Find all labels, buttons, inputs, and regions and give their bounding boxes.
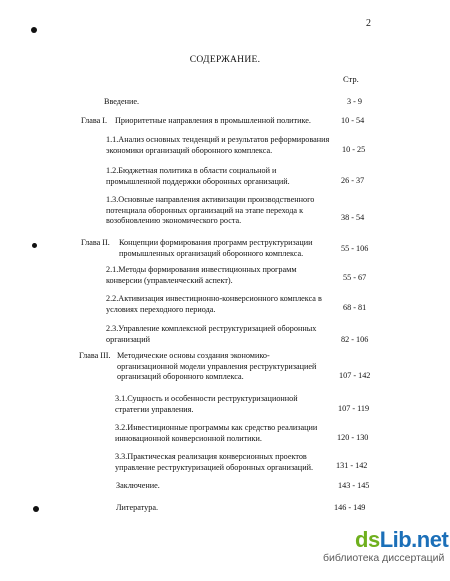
toc-entry-page: 55 - 106	[341, 244, 369, 253]
toc-entry-page: 131 - 142	[336, 461, 368, 470]
page-title: СОДЕРЖАНИЕ.	[189, 55, 261, 65]
logo-part-lib: Lib.net	[379, 527, 449, 552]
toc-entry-text: Литература.	[116, 503, 159, 512]
toc-entry-text: 3.3.Практическая реализация конверсионных проектов управление реструктуризацией оборонных организаций.	[115, 452, 313, 472]
toc-entry	[104, 97, 304, 108]
toc-entry-page: 120 - 130	[337, 433, 369, 442]
toc-entry-text: 2.2.Активизация инвестиционно-конверсионного комплекса в условиях переходного периода.	[106, 294, 322, 314]
toc-entry-text: 2.1.Методы формирования инвестиционных программ конверсии (управленческий аспект).	[106, 265, 297, 285]
toc-entry-text: 1.1.Анализ основных тенденций и результатов реформирования экономики организаций оборонного комплекса.	[106, 135, 330, 155]
punch-hole-mark	[31, 27, 37, 33]
toc-entry-page: 10 - 54	[341, 116, 365, 125]
toc-chapter-label: Глава II.	[81, 238, 110, 247]
toc-entry-text: Заключение.	[116, 481, 160, 490]
toc-entry-text: Введение.	[104, 97, 140, 106]
toc-entry-page: 107 - 142	[339, 371, 371, 380]
toc-entry-text: 3.1.Сущность и особенности реструктуризационной стратегии управления.	[115, 394, 298, 414]
toc-entry-page: 82 - 106	[341, 335, 369, 344]
toc-entry-page: 26 - 37	[341, 176, 365, 185]
toc-entry-page: 107 - 119	[338, 404, 370, 413]
toc-chapter-label: Глава III.	[79, 351, 111, 360]
toc-entry-page: 146 - 149	[334, 503, 366, 512]
toc-entry-page: 3 - 9	[347, 97, 363, 106]
page-number: 2	[366, 18, 371, 29]
dslib-logo[interactable]	[355, 527, 448, 553]
toc-entry-page: 38 - 54	[341, 213, 365, 222]
toc-entry-text: 1.3.Основные направления активизации производственного потенциала оборонных организаций на этапе перехода к возобновлению экономического роста.	[106, 195, 315, 225]
toc-entry-text: 2.3.Управление комплексной реструктуризацией оборонных организаций	[106, 324, 317, 344]
toc-entry-page: 55 - 67	[343, 273, 367, 282]
toc-entry-text: Концепции формирования программ реструктуризации промышленных организаций оборонного комплекса.	[119, 238, 313, 258]
punch-hole-mark	[32, 243, 37, 248]
toc-chapter-label: Глава I.	[81, 116, 108, 125]
page-column-label: Стр.	[343, 74, 359, 84]
logo-part-ds: ds	[355, 527, 380, 552]
toc-entry-text: 3.2.Инвестиционные программы как средство реализации инновационной конверсионной политики.	[115, 423, 318, 443]
toc-entry-page: 143 - 145	[338, 481, 370, 490]
dslib-subtitle: библиотека диссертаций	[323, 552, 445, 564]
toc-entry-text: Приоритетные направления в промышленной политике.	[115, 116, 311, 125]
toc-entry-text: Методические основы создания экономико-организационной модели управления реструктуризацией организаций оборонного комплекса.	[117, 351, 317, 381]
punch-hole-mark	[33, 506, 39, 512]
toc-entry-page: 10 - 25	[342, 145, 366, 154]
toc-entry-page: 68 - 81	[343, 303, 367, 312]
toc-entry-text: 1.2.Бюджетная политика в области социальной и промышленной поддержки оборонных организаций.	[106, 166, 290, 186]
